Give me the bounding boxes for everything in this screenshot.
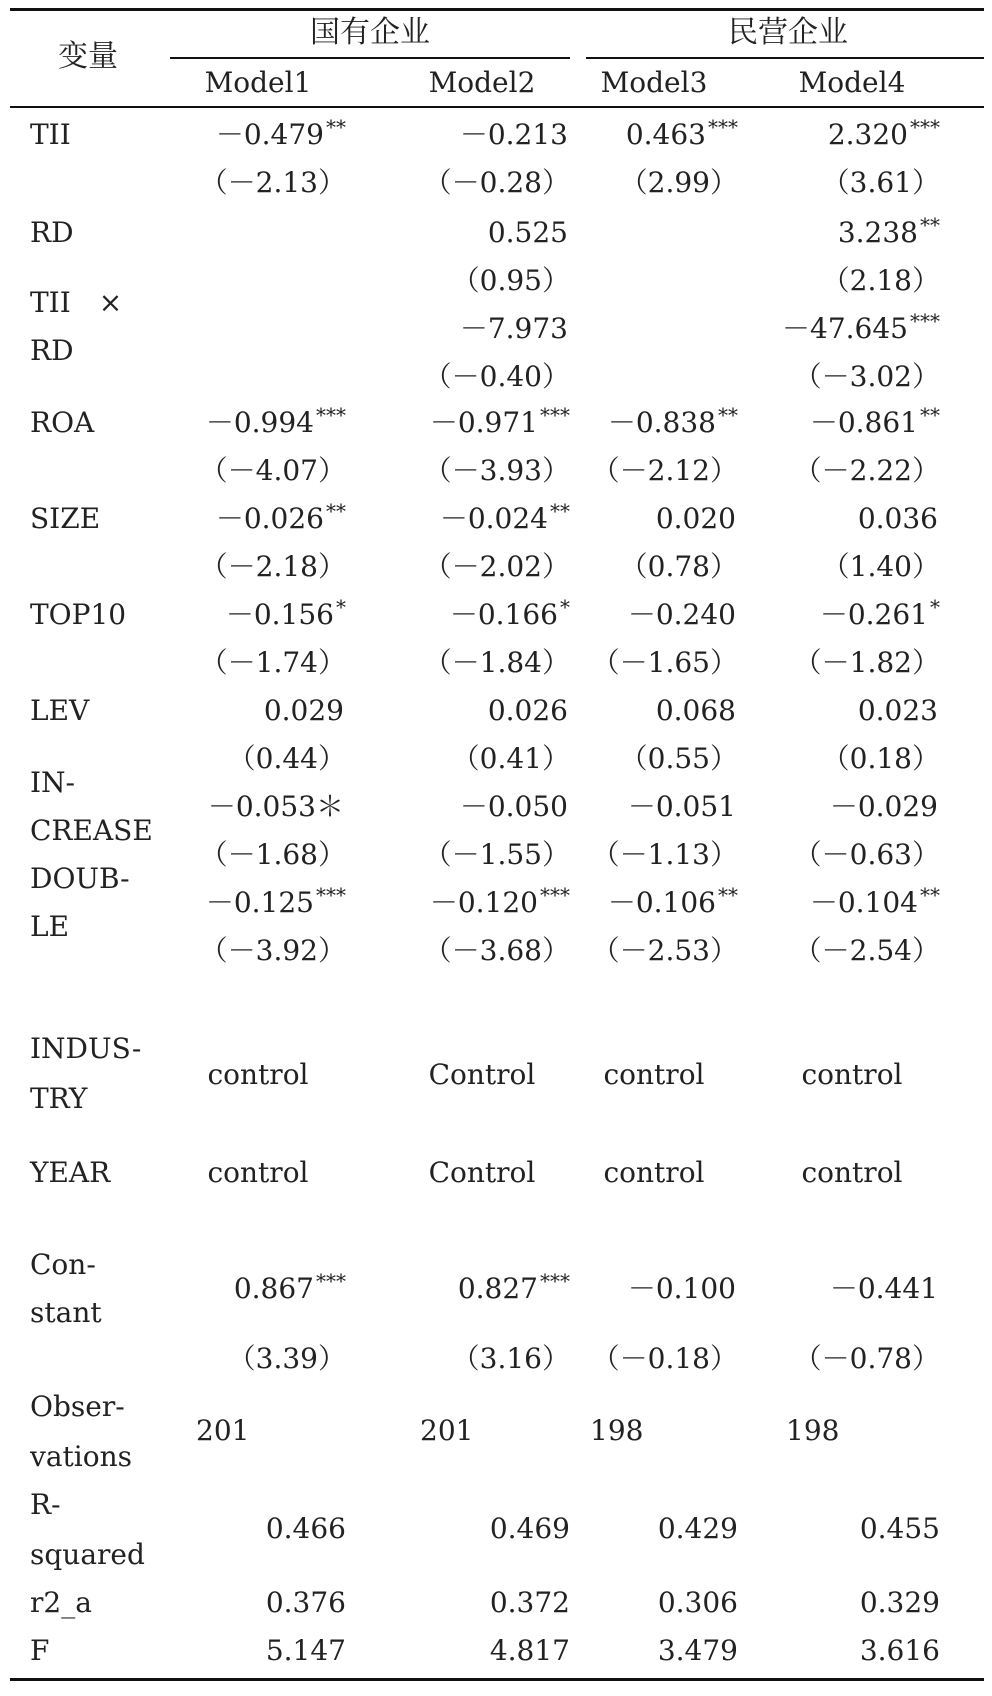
coef-cell: －0.026 ** [215, 499, 346, 535]
row-label-observations-line2: vations [30, 1440, 132, 1473]
row-label-increase-line2: CREASE [30, 814, 153, 847]
header-rule [10, 106, 984, 108]
coef-cell: －0.106 ** [607, 883, 738, 919]
row-label-double: DOUB- [30, 862, 130, 895]
coef-cell: 3.238 ** [837, 213, 940, 249]
coef-cell: 0.068 [655, 694, 736, 727]
row-label-lev: LEV [30, 694, 90, 727]
tstat-cell: （－1.65） [591, 646, 738, 679]
stat-cell: 0.455 [859, 1512, 940, 1545]
soe-group-header: 国有企业 [310, 15, 430, 50]
tstat-cell: （－1.55） [423, 838, 570, 871]
tstat-cell: （3.39） [227, 1342, 346, 1375]
row-label-year: YEAR [30, 1156, 111, 1189]
tstat-cell: （－2.02） [423, 550, 570, 583]
coef-cell: －0.479 ** [215, 115, 346, 151]
row-label-constant: Con- [30, 1248, 96, 1281]
coef-cell: －0.838 ** [607, 403, 738, 439]
control-cell: control [801, 1156, 903, 1189]
tstat-cell: （－1.74） [199, 646, 346, 679]
coef-cell: －0.120 *** [429, 883, 570, 919]
observations-cell: 198 [786, 1414, 840, 1447]
coef-cell: －47.645 *** [782, 309, 940, 345]
coef-cell: 0.827 *** [457, 1269, 570, 1305]
stat-cell: 3.616 [859, 1634, 940, 1667]
coef-cell: －0.024 ** [439, 499, 570, 535]
stat-cell: 3.479 [657, 1634, 738, 1667]
coef-cell: －0.029 [829, 790, 938, 823]
row-label-r2-a: r2_a [30, 1586, 92, 1619]
tstat-cell: （2.18） [821, 264, 940, 297]
stat-cell: 4.817 [489, 1634, 570, 1667]
coef-cell: 0.463 *** [625, 115, 738, 151]
top-rule [10, 8, 984, 11]
row-label-top10: TOP10 [30, 598, 127, 631]
row-label-industry-line2: TRY [30, 1082, 88, 1115]
tstat-cell: （3.61） [821, 166, 940, 199]
coef-cell: 0.023 [857, 694, 938, 727]
stat-cell: 0.329 [859, 1586, 940, 1619]
tstat-cell: （0.44） [227, 742, 346, 775]
control-cell: Control [428, 1156, 536, 1189]
row-label-increase: IN- [30, 766, 76, 799]
coef-cell: －7.973 [459, 312, 568, 345]
tstat-cell: （－2.53） [591, 934, 738, 967]
row-label-rd: RD [30, 216, 74, 249]
row-label-size: SIZE [30, 502, 101, 535]
tstat-cell: （－3.02） [793, 360, 940, 393]
tstat-cell: （－0.28） [423, 166, 570, 199]
coef-cell: 0.029 [263, 694, 344, 727]
model1-header: Model1 [204, 66, 312, 99]
tstat-cell: （－2.54） [793, 934, 940, 967]
tstat-cell: （0.55） [619, 742, 738, 775]
control-cell: control [207, 1058, 309, 1091]
tstat-cell: （0.78） [619, 550, 738, 583]
tstat-cell: （－2.18） [199, 550, 346, 583]
row-label-r-squared: R- [30, 1488, 61, 1521]
observations-cell: 198 [590, 1414, 644, 1447]
row-label-tii-x-rd-line2: RD [30, 334, 74, 367]
control-cell: control [603, 1156, 705, 1189]
tstat-cell: （3.16） [451, 1342, 570, 1375]
coef-cell: 2.320 *** [827, 115, 940, 151]
observations-cell: 201 [420, 1414, 474, 1447]
row-label-observations: Obser- [30, 1390, 125, 1423]
coef-cell: －0.441 [829, 1272, 938, 1305]
tstat-cell: （－0.40） [423, 360, 570, 393]
row-label-r-squared-line2: squared [30, 1538, 145, 1571]
row-label-tii-x-rd: TII × [30, 286, 123, 319]
stat-cell: 0.376 [265, 1586, 346, 1619]
private-group-underline [586, 57, 984, 59]
coef-cell: －0.971 *** [429, 403, 570, 439]
tstat-cell: （－2.22） [793, 454, 940, 487]
tstat-cell: （2.99） [619, 166, 738, 199]
private-group-header: 民营企业 [728, 15, 848, 50]
stat-cell: 0.469 [489, 1512, 570, 1545]
coef-cell: －0.861 ** [809, 403, 940, 439]
row-label-roa: ROA [30, 406, 95, 439]
tstat-cell: （－0.78） [793, 1342, 940, 1375]
control-cell: control [603, 1058, 705, 1091]
stat-cell: 0.306 [657, 1586, 738, 1619]
coef-cell: －0.261 * [819, 595, 940, 631]
coef-cell: －0.994 *** [205, 403, 346, 439]
tstat-cell: （0.41） [451, 742, 570, 775]
coef-cell: 0.036 [857, 502, 938, 535]
tstat-cell: （0.18） [821, 742, 940, 775]
tstat-cell: （－1.84） [423, 646, 570, 679]
variable-header: 变量 [58, 39, 118, 74]
coef-cell: －0.104 ** [809, 883, 940, 919]
tstat-cell: （1.40） [821, 550, 940, 583]
tstat-cell: （－3.68） [423, 934, 570, 967]
row-label-tii: TII [30, 118, 71, 151]
tstat-cell: （－1.68） [199, 838, 346, 871]
tstat-cell: （－3.92） [199, 934, 346, 967]
tstat-cell: （－2.12） [591, 454, 738, 487]
tstat-cell: （－1.13） [591, 838, 738, 871]
tstat-cell: （－3.93） [423, 454, 570, 487]
coef-cell: 0.525 [487, 216, 568, 249]
coef-cell: 0.867 *** [233, 1269, 346, 1305]
stat-cell: 5.147 [265, 1634, 346, 1667]
tstat-cell: （0.95） [451, 264, 570, 297]
row-label-f: F [30, 1634, 50, 1667]
stat-cell: 0.372 [489, 1586, 570, 1619]
model2-header: Model2 [428, 66, 536, 99]
coef-cell: 0.026 [487, 694, 568, 727]
coef-cell: －0.125 *** [205, 883, 346, 919]
observations-cell: 201 [196, 1414, 250, 1447]
coef-cell: －0.100 [627, 1272, 736, 1305]
bottom-rule [10, 1678, 984, 1681]
coef-cell: 0.020 [655, 502, 736, 535]
control-cell: Control [428, 1058, 536, 1091]
tstat-cell: （－1.82） [793, 646, 940, 679]
coef-cell: －0.051 [627, 790, 736, 823]
control-cell: control [207, 1156, 309, 1189]
soe-group-underline [170, 57, 570, 59]
tstat-cell: （－4.07） [199, 454, 346, 487]
coef-cell: －0.050 [459, 790, 568, 823]
tstat-cell: （－2.13） [199, 166, 346, 199]
stat-cell: 0.429 [657, 1512, 738, 1545]
row-label-industry: INDUS- [30, 1032, 142, 1065]
coef-cell: －0.053＊ [207, 790, 344, 823]
model4-header: Model4 [798, 66, 906, 99]
control-cell: control [801, 1058, 903, 1091]
coef-cell: －0.156 * [225, 595, 346, 631]
row-label-double-line2: LE [30, 910, 70, 943]
coef-cell: －0.240 [627, 598, 736, 631]
model3-header: Model3 [600, 66, 708, 99]
coef-cell: －0.166 * [449, 595, 570, 631]
coef-cell: －0.213 [459, 118, 568, 151]
tstat-cell: （－0.63） [793, 838, 940, 871]
row-label-constant-line2: stant [30, 1296, 102, 1329]
stat-cell: 0.466 [265, 1512, 346, 1545]
tstat-cell: （－0.18） [591, 1342, 738, 1375]
